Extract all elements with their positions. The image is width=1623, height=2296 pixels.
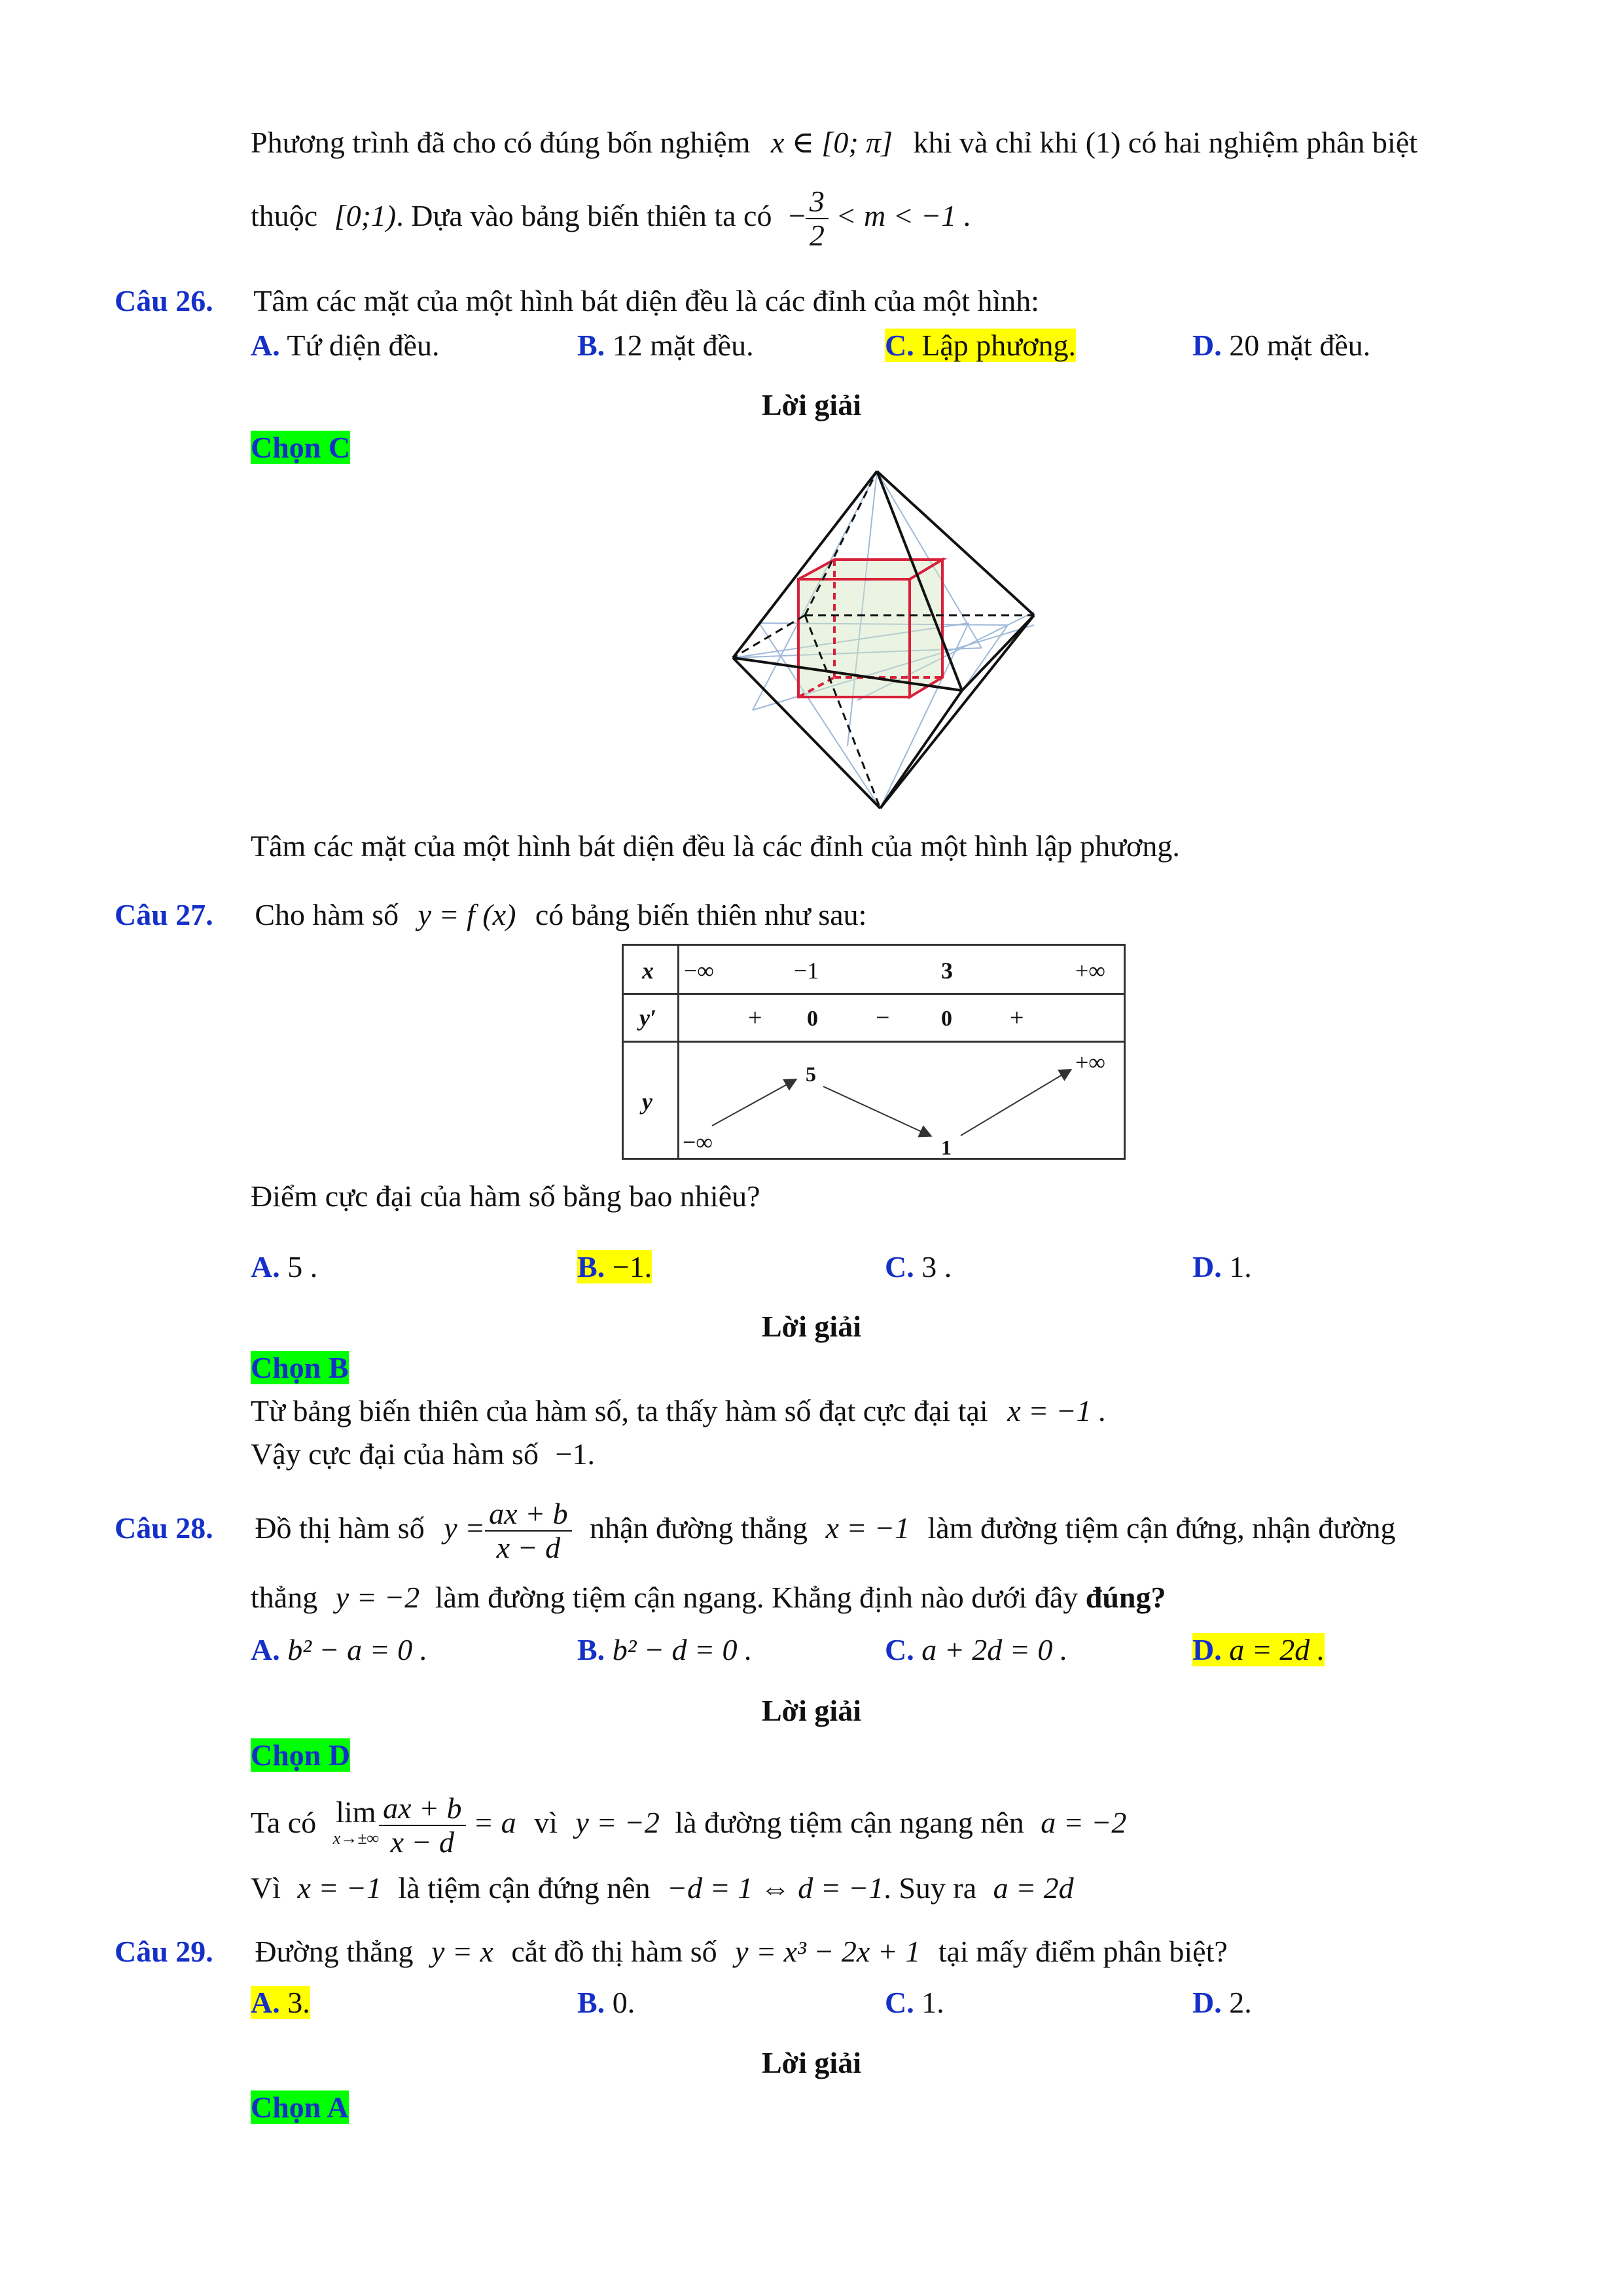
table-x-label: x (642, 958, 654, 984)
q28-option-d[interactable] (1192, 1632, 1325, 1668)
limit-operator (332, 1795, 380, 1852)
q27-solution-heading: Lời giải (762, 1310, 861, 1343)
q28-line2 (251, 1579, 1166, 1616)
option-letter: D. (1192, 1633, 1222, 1666)
fraction-numerator: ax + b (379, 1792, 465, 1826)
question-math: y = (444, 1511, 486, 1545)
option-letter: A. (251, 1633, 280, 1666)
q27-explanation-1 (251, 1393, 1107, 1429)
option-letter: B. (577, 1633, 605, 1666)
question-label: Câu 28. (115, 1511, 213, 1545)
fraction (485, 1498, 571, 1564)
question-27 (115, 897, 866, 933)
explanation-math: −d = 1 ⇔ d = −1 (667, 1871, 884, 1905)
intro-text: . Dựa vào bảng biến thiên ta có (396, 199, 772, 232)
question-text: Tâm các mặt của một hình bát diện đều là các đỉnh của một hình: (253, 284, 1040, 317)
question-26 (115, 283, 1039, 319)
question-math: y = −2 (335, 1581, 420, 1614)
intro-math: < m < −1 . (836, 199, 972, 232)
option-text: b² − a = 0 . (287, 1633, 428, 1666)
q26-answer (251, 429, 350, 466)
table-y-value: 1 (941, 1136, 952, 1159)
explanation-math: x = −1 (297, 1871, 382, 1905)
question-text: tại mấy điểm phân biệt? (938, 1935, 1228, 1968)
table-x-value: +∞ (1075, 958, 1105, 984)
option-letter: B. (577, 329, 605, 362)
explanation-text: vì (534, 1806, 558, 1839)
intro-math: [0;1) (334, 199, 397, 232)
question-label: Câu 29. (115, 1935, 213, 1968)
explanation-text: Vì (251, 1871, 281, 1905)
decrease-arrow (823, 1086, 930, 1136)
q27-question: Điểm cực đại của hàm số bằng bao nhiêu? (251, 1179, 760, 1213)
option-text: 2. (1229, 1986, 1252, 2019)
question-text: nhận đường thẳng (590, 1511, 808, 1545)
option-letter: B. (577, 1250, 605, 1283)
option-text: b² − d = 0 . (612, 1633, 753, 1666)
question-math: y = f (x) (418, 898, 516, 931)
option-letter: B. (577, 1986, 605, 2019)
table-sign: + (1010, 1004, 1024, 1031)
question-text: thẳng (251, 1581, 318, 1614)
option-text: a + 2d = 0 . (921, 1633, 1068, 1666)
intro-text: khi và chỉ khi (1) có hai nghiệm phân biệt (913, 126, 1418, 159)
question-emphasis: đúng? (1085, 1581, 1166, 1614)
q29-solution-heading: Lời giải (762, 2046, 861, 2079)
table-y-value: 5 (806, 1062, 816, 1086)
explanation-text: Ta có (251, 1806, 317, 1839)
fraction (806, 185, 829, 252)
option-letter: C. (885, 1633, 914, 1666)
q28-solution-heading: Lời giải (762, 1694, 861, 1727)
answer-badge: Chọn D (251, 1738, 351, 1772)
q27-option-b[interactable] (577, 1249, 652, 1285)
explanation-math: a = 2d (993, 1871, 1074, 1905)
option-letter: C. (885, 1250, 914, 1283)
q27-explanation-2 (251, 1436, 595, 1473)
option-text: 1. (921, 1986, 944, 2019)
table-sign: + (748, 1004, 762, 1031)
table-y-label: y (642, 1088, 652, 1115)
q26-option-d[interactable] (1192, 327, 1370, 364)
question-text: làm đường tiệm cận ngang. Khẳng định nào dưới đây (435, 1581, 1079, 1614)
fraction (379, 1792, 465, 1859)
answer-badge: Chọn C (251, 431, 351, 464)
q27-option-c[interactable] (885, 1249, 952, 1285)
q28-option-b[interactable] (577, 1632, 753, 1668)
table-sign: 0 (807, 1007, 818, 1031)
option-text: 12 mặt đều. (612, 329, 754, 362)
q29-option-d[interactable] (1192, 1984, 1252, 2021)
question-label: Câu 26. (115, 284, 213, 317)
question-text: có bảng biến thiên như sau: (535, 898, 867, 931)
fraction-denominator: x − d (390, 1825, 455, 1859)
option-text: 20 mặt đều. (1229, 329, 1371, 362)
q28-option-c[interactable] (885, 1632, 1067, 1668)
answer-badge: Chọn B (251, 1351, 349, 1384)
limit-subscript: x→±∞ (332, 1829, 380, 1848)
option-text: 5 . (287, 1250, 318, 1283)
question-text: cắt đồ thị hàm số (511, 1935, 717, 1968)
question-math: y = x (431, 1935, 493, 1968)
question-text: làm đường tiệm cận đứng, nhận đường (927, 1511, 1396, 1545)
explanation-text: Từ bảng biến thiên của hàm số, ta thấy hàm số đạt cực đại tại (251, 1394, 988, 1427)
question-29 (115, 1933, 1228, 1970)
question-label: Câu 27. (115, 898, 213, 931)
question-28 (115, 1492, 1395, 1571)
explanation-text: . Suy ra (883, 1871, 977, 1905)
q26-option-c[interactable] (885, 327, 1076, 364)
fraction-denominator: 2 (809, 219, 825, 253)
question-text: Đường thẳng (255, 1935, 414, 1968)
table-y-value: −∞ (683, 1129, 713, 1155)
q27-option-a[interactable] (251, 1249, 317, 1285)
explanation-math: = a (473, 1806, 516, 1839)
q26-explanation: Tâm các mặt của một hình bát diện đều là các đỉnh của một hình lập phương. (251, 829, 1180, 863)
q28-explanation-1 (251, 1787, 1126, 1865)
explanation-math: −1. (555, 1437, 595, 1471)
q26-solution-heading: Lời giải (762, 388, 861, 422)
table-sign: 0 (941, 1007, 952, 1031)
explanation-math: y = −2 (575, 1806, 660, 1839)
option-letter: D. (1192, 1250, 1222, 1283)
question-text: Đồ thị hàm số (255, 1511, 425, 1545)
variation-table (622, 944, 1126, 1160)
option-text: 3 . (921, 1250, 952, 1283)
intro-text: thuộc (251, 199, 318, 232)
question-math: y = x³ − 2x + 1 (735, 1935, 921, 1968)
intro-line2 (251, 183, 971, 255)
q26-option-b[interactable] (577, 327, 754, 364)
table-arrows (624, 946, 1124, 1158)
intro-math: x ∈ [0; π] (770, 126, 893, 159)
q28-answer (251, 1737, 350, 1774)
q29-option-c[interactable] (885, 1984, 944, 2021)
explanation-text: là tiệm cận đứng nên (398, 1871, 651, 1905)
fraction-numerator: 3 (806, 185, 829, 219)
explanation-text: là đường tiệm cận ngang nên (675, 1806, 1024, 1839)
option-letter: D. (1192, 329, 1222, 362)
table-sign: − (876, 1004, 890, 1031)
option-letter: C. (885, 1986, 914, 2019)
option-letter: A. (251, 1250, 280, 1283)
option-letter: A. (251, 1986, 280, 2019)
option-letter: D. (1192, 1986, 1222, 2019)
option-text: 1. (1229, 1250, 1252, 1283)
q29-answer (251, 2089, 349, 2126)
option-text: −1. (612, 1250, 652, 1283)
table-x-value: 3 (941, 958, 953, 984)
option-letter: A. (251, 329, 280, 362)
q28-explanation-2 (251, 1870, 1074, 1907)
intro-math: − (788, 199, 806, 232)
question-text: Cho hàm số (255, 898, 399, 931)
question-math: x = −1 (825, 1511, 910, 1545)
q29-option-b[interactable] (577, 1984, 635, 2021)
option-text: 3. (287, 1986, 310, 2019)
intro-line1 (251, 124, 1418, 161)
q27-answer (251, 1350, 349, 1386)
octahedron-cube-figure (720, 465, 1047, 815)
increase-arrow (961, 1070, 1070, 1136)
table-y-value: +∞ (1075, 1049, 1105, 1075)
limit-word: lim (336, 1795, 376, 1829)
q26-option-a[interactable] (251, 327, 440, 364)
option-text: Tứ diện đều. (287, 329, 440, 362)
answer-badge: Chọn A (251, 2090, 349, 2124)
q29-option-a[interactable] (251, 1984, 310, 2021)
q28-option-a[interactable] (251, 1632, 427, 1668)
increase-arrow (712, 1080, 795, 1126)
fraction-numerator: ax + b (485, 1498, 571, 1532)
explanation-math: x = −1 . (1007, 1394, 1107, 1427)
table-x-value: −1 (794, 958, 819, 984)
intro-text: Phương trình đã cho có đúng bốn nghiệm (251, 126, 751, 159)
table-yprime-label: y′ (639, 1005, 657, 1031)
option-text: Lập phương. (921, 329, 1077, 362)
option-letter: C. (885, 329, 914, 362)
fraction-denominator: x − d (496, 1531, 561, 1565)
option-text: 0. (612, 1986, 635, 2019)
explanation-math: a = −2 (1041, 1806, 1127, 1839)
table-x-value: −∞ (684, 958, 714, 984)
q27-option-d[interactable] (1192, 1249, 1252, 1285)
option-text: a = 2d . (1229, 1633, 1325, 1666)
explanation-text: Vậy cực đại của hàm số (251, 1437, 539, 1471)
